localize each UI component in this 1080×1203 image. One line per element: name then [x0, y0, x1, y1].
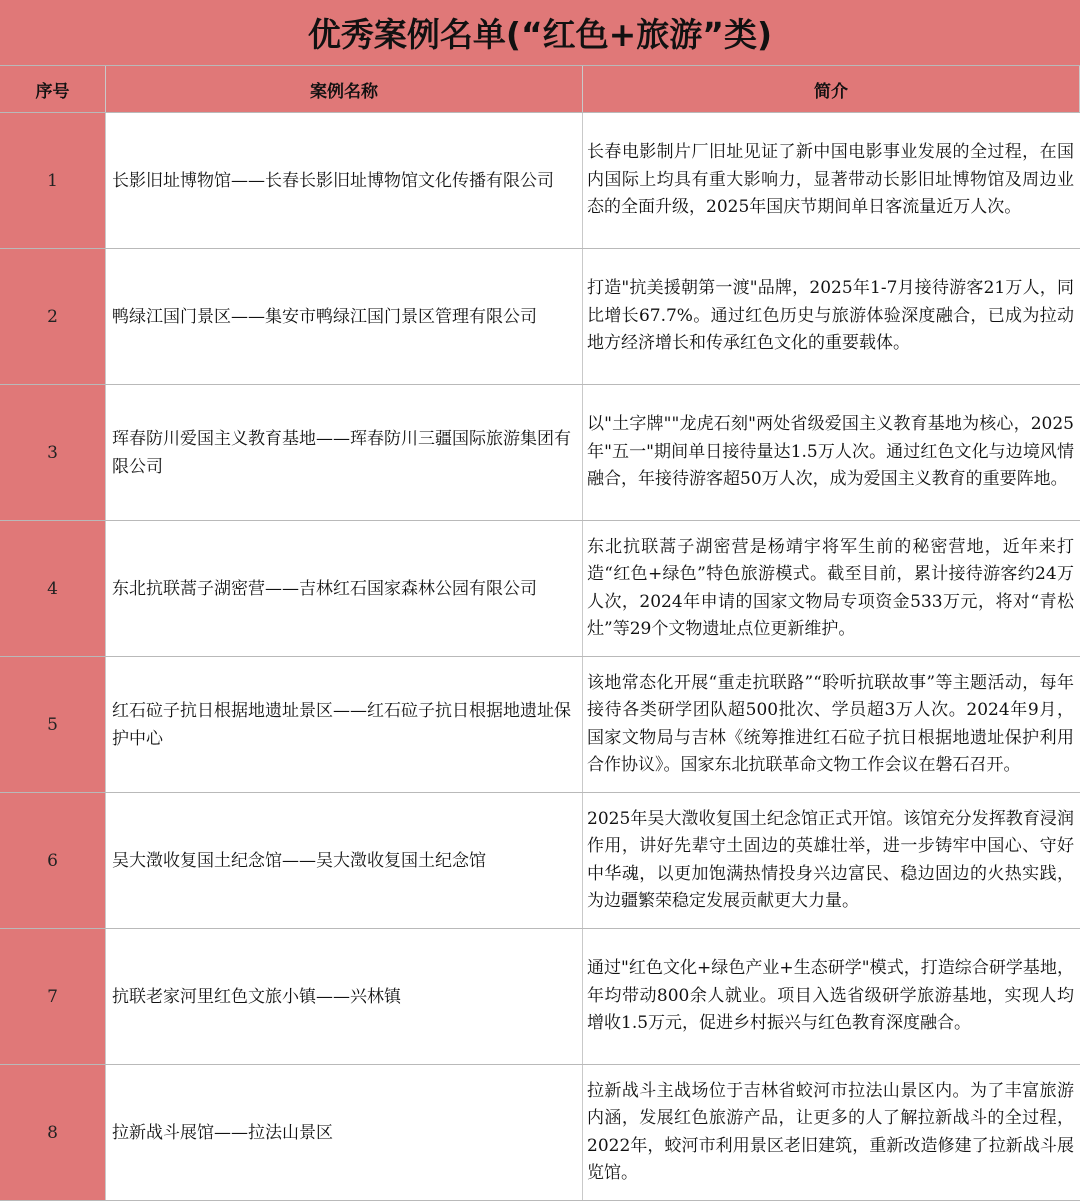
case-intro-text: 东北抗联蒿子湖密营是杨靖宇将军生前的秘密营地，近年来打造“红色+绿色”特色旅游模式。截至目前，累计接待游客约24万人次，2024年申请的国家文物局专项资金533万元，将对“青松灶”等29个文物遗址点位更新维护。 — [587, 536, 1074, 639]
row-index: 8 — [0, 1065, 106, 1200]
row-index: 6 — [0, 793, 106, 928]
case-intro-text: 以"土字牌""龙虎石刻"两处省级爱国主义教育基地为核心，2025年"五一"期间单日接待量达1.5万人次。通过红色文化与边境风情融合，年接待游客超50万人次，成为爱国主义教育的重要阵地。 — [587, 414, 1074, 490]
case-intro-text: 通过"红色文化+绿色产业+生态研学"模式，打造综合研学基地，年均带动800余人就业。项目入选省级研学旅游基地，实现人均增收1.5万元，促进乡村振兴与红色教育深度融合。 — [587, 958, 1074, 1034]
case-intro — [583, 249, 1080, 384]
row-index: 3 — [0, 385, 106, 520]
case-intro — [583, 657, 1080, 792]
row-index: 7 — [0, 929, 106, 1064]
table-row — [0, 1065, 1080, 1201]
table-body — [0, 113, 1080, 1201]
table-header — [0, 66, 1080, 113]
case-name-text: 吴大澂收复国土纪念馆——吴大澂收复国土纪念馆 — [112, 850, 486, 871]
case-name — [106, 657, 583, 792]
row-index: 1 — [0, 113, 106, 248]
case-name — [106, 793, 583, 928]
case-intro-text: 长春电影制片厂旧址见证了新中国电影事业发展的全过程，在国内国际上均具有重大影响力，显著带动长影旧址博物馆及周边业态的全面升级，2025年国庆节期间单日客流量近万人次。 — [587, 142, 1074, 218]
case-intro — [583, 521, 1080, 656]
case-intro — [583, 113, 1080, 248]
table-row — [0, 929, 1080, 1065]
case-name — [106, 249, 583, 384]
case-intro — [583, 793, 1080, 928]
table-row — [0, 657, 1080, 793]
case-intro-text: 拉新战斗主战场位于吉林省蛟河市拉法山景区内。为了丰富旅游内涵，发展红色旅游产品，让更多的人了解拉新战斗的全过程，2022年，蛟河市利用景区老旧建筑，重新改造修建了拉新战斗展览馆。 — [587, 1080, 1074, 1183]
sheet-title: 优秀案例名单(“红色+旅游”类) — [0, 0, 1080, 66]
case-name-text: 抗联老家河里红色文旅小镇——兴林镇 — [112, 986, 401, 1007]
case-intro — [583, 385, 1080, 520]
header-index: 序号 — [0, 66, 106, 112]
case-name — [106, 929, 583, 1064]
case-name-text: 红石砬子抗日根据地遗址景区——红石砬子抗日根据地遗址保护中心 — [112, 700, 571, 749]
case-name-text: 珲春防川爱国主义教育基地——珲春防川三疆国际旅游集团有限公司 — [112, 428, 571, 477]
header-name: 案例名称 — [106, 66, 583, 112]
case-name — [106, 385, 583, 520]
case-intro — [583, 929, 1080, 1064]
case-name-text: 长影旧址博物馆——长春长影旧址博物馆文化传播有限公司 — [112, 170, 554, 191]
case-intro-text: 2025年吴大澂收复国土纪念馆正式开馆。该馆充分发挥教育浸润作用，讲好先辈守土固边的英雄壮举，进一步铸牢中国心、守好中华魂，以更加饱满热情投身兴边富民、稳边固边的火热实践，为边疆繁荣稳定发展贡献更大力量。 — [587, 808, 1074, 911]
case-name — [106, 521, 583, 656]
case-intro-text: 该地常态化开展“重走抗联路”“聆听抗联故事”等主题活动，每年接待各类研学团队超500批次、学员超3万人次。2024年9月，国家文物局与吉林《统筹推进红石砬子抗日根据地遗址保护利用合作协议》。国家东北抗联革命文物工作会议在磐石召开。 — [587, 672, 1074, 775]
table-row — [0, 793, 1080, 929]
case-intro — [583, 1065, 1080, 1200]
table-row — [0, 385, 1080, 521]
table-row — [0, 249, 1080, 385]
row-index: 2 — [0, 249, 106, 384]
case-name-text: 鸭绿江国门景区——集安市鸭绿江国门景区管理有限公司 — [112, 306, 537, 327]
row-index: 5 — [0, 657, 106, 792]
case-name-text: 东北抗联蒿子湖密营——吉林红石国家森林公园有限公司 — [112, 578, 537, 599]
row-index: 4 — [0, 521, 106, 656]
table-row — [0, 113, 1080, 249]
case-name-text: 拉新战斗展馆——拉法山景区 — [112, 1122, 333, 1143]
case-intro-text: 打造"抗美援朝第一渡"品牌，2025年1-7月接待游客21万人，同比增长67.7%。通过红色历史与旅游体验深度融合，已成为拉动地方经济增长和传承红色文化的重要载体。 — [587, 278, 1074, 354]
table-row — [0, 521, 1080, 657]
case-name — [106, 1065, 583, 1200]
header-intro: 简介 — [583, 66, 1080, 112]
case-name — [106, 113, 583, 248]
